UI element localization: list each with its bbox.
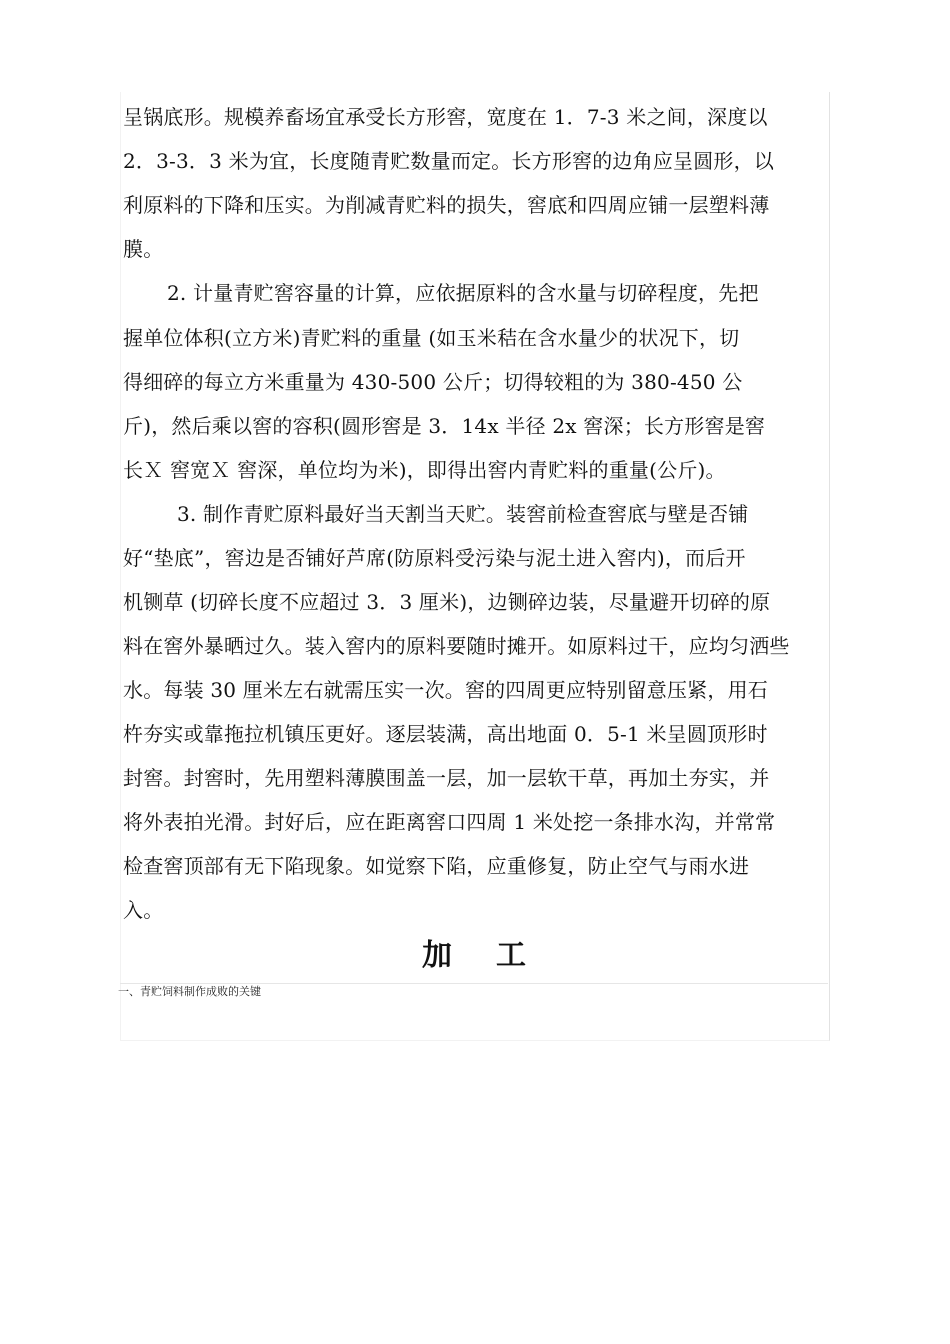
paragraph-1-line-1: 呈锅底形。规模养畜场宜承受长方形窖，宽度在 1．7-3 米之间，深度以 bbox=[123, 105, 768, 129]
paragraph-2-line-3: 得细碎的每立方米重量为 430-500 公斤；切得较粗的为 380-450 公 bbox=[123, 370, 743, 394]
paragraph-3-line-10: 入。 bbox=[123, 898, 164, 922]
paragraph-1-line-2: 2．3-3．3 米为宜，长度随青贮数量而定。长方形窖的边角应呈圆形，以 bbox=[123, 149, 775, 173]
paragraph-3-line-3: 机铡草 (切碎长度不应超过 3．3 厘米)，边铡碎边装，尽量避开切碎的原 bbox=[123, 590, 771, 614]
paragraph-3-line-2: 好“垫底”，窖边是否铺好芦席(防原料受污染与泥土进入窖内)，而后开 bbox=[123, 546, 746, 570]
section-heading-char-1: 加 bbox=[422, 938, 452, 973]
paragraph-2-line-4: 斤)，然后乘以窖的容积(圆形窖是 3．14x 半径 2x 窖深；长方形窖是窖 bbox=[123, 414, 766, 438]
paragraph-2-line-2: 握单位体积(立方米)青贮料的重量 (如玉米秸在含水量少的状况下，切 bbox=[123, 326, 740, 350]
paragraph-3-line-8: 将外表拍光滑。封好后，应在距离窖口四周 1 米处挖一条排水沟，并常常 bbox=[123, 810, 776, 834]
paragraph-3-line-9: 检查窖顶部有无下陷现象。如觉察下陷，应重修复，防止空气与雨水进 bbox=[123, 854, 750, 878]
section-heading-char-2: 工 bbox=[496, 938, 526, 973]
paragraph-3-line-1: 3. 制作青贮原料最好当天割当天贮。装窖前检查窖底与壁是否铺 bbox=[177, 502, 749, 526]
paragraph-2-line-5: 长Ｘ 窖宽Ｘ 窖深，单位均为米)，即得出窖内青贮料的重量(公斤)。 bbox=[123, 458, 726, 482]
paragraph-2-line-1: 2. 计量青贮窖容量的计算，应依据原料的含水量与切碎程度，先把 bbox=[167, 281, 759, 305]
paragraph-3-line-4: 料在窖外暴晒过久。装入窖内的原料要随时摊开。如原料过干，应均匀洒些 bbox=[123, 634, 790, 658]
paragraph-1-line-3: 利原料的下降和压实。为削减青贮料的损失，窖底和四周应铺一层塑料薄 bbox=[123, 193, 770, 217]
paragraph-3-line-7: 封窖。封窖时，先用塑料薄膜围盖一层，加一层软干草，再加土夯实，并 bbox=[123, 766, 770, 790]
paragraph-1-line-4: 膜。 bbox=[123, 237, 164, 261]
section-heading bbox=[120, 932, 828, 980]
paragraph-3-line-5: 水。每装 30 厘米左右就需压实一次。窖的四周更应特别留意压紧，用石 bbox=[123, 678, 768, 702]
subheading: 一、青贮饲料制作成败的关键 bbox=[118, 985, 261, 998]
paragraph-3-line-6: 杵夯实或靠拖拉机镇压更好。逐层装满，高出地面 0．5-1 米呈圆顶形时 bbox=[123, 722, 768, 746]
